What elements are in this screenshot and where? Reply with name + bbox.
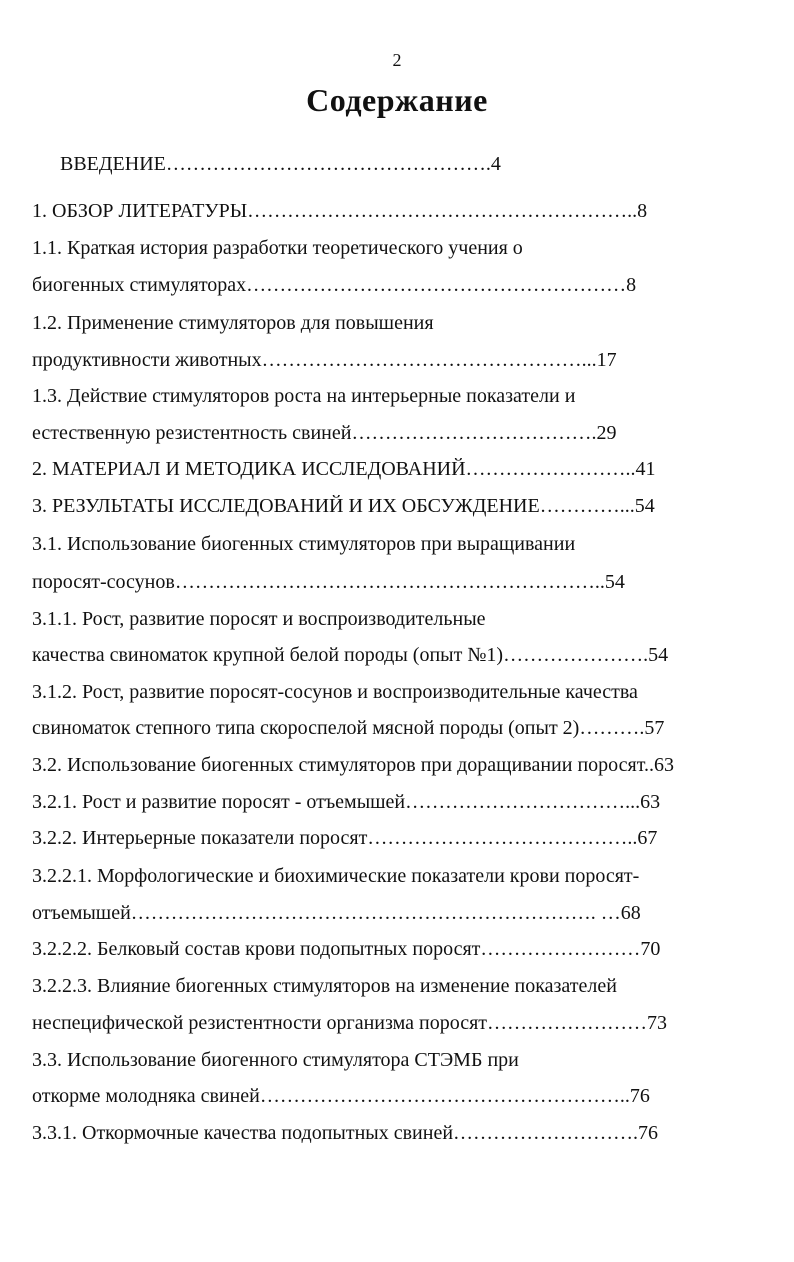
toc-entry-3-3-1: 3.3.1. Откормочные качества подопытных свиней……………………….76 xyxy=(32,1122,659,1144)
page-number: 2 xyxy=(392,50,402,70)
toc-entry-1-2-line2: продуктивности животных…………………………………………...17 xyxy=(32,349,617,371)
toc-entry-introduction: ВВЕДЕНИЕ………………………………………….4 xyxy=(60,153,501,175)
toc-entry-3-3-line1: 3.3. Использование биогенного стимулятора СТЭМБ при xyxy=(32,1049,519,1071)
toc-entry-3-2-2: 3.2.2. Интерьерные показатели поросят…………………………………..67 xyxy=(32,827,658,849)
toc-entry-3-2-1: 3.2.1. Рост и развитие поросят - отъемышей……………………………...63 xyxy=(32,791,661,813)
toc-entry-3-1-2-line2: свиноматок степного типа скороспелой мясной породы (опыт 2)……….57 xyxy=(32,717,665,739)
toc-entry-3-3-line2: откорме молодняка свиней………………………………………………..76 xyxy=(32,1085,650,1107)
toc-entry-1-2-line1: 1.2. Применение стимуляторов для повышения xyxy=(32,312,434,334)
toc-entry-3-2-2-2: 3.2.2.2. Белковый состав крови подопытных поросят……………………70 xyxy=(32,938,661,960)
toc-entry-3-2-2-3-line2: неспецифической резистентности организма поросят……………………73 xyxy=(32,1012,668,1034)
toc-entry-3-1-1-line1: 3.1.1. Рост, развитие поросят и воспроизводительные xyxy=(32,608,486,630)
toc-entry-3-1-1-line2: качества свиноматок крупной белой породы (опыт №1)………………….54 xyxy=(32,644,669,666)
toc-entry-3-2-2-3-line1: 3.2.2.3. Влияние биогенных стимуляторов на изменение показателей xyxy=(32,975,617,997)
page-title: Содержание xyxy=(306,82,488,118)
toc-entry-1-3-line2: естественную резистентность свиней……………………………….29 xyxy=(32,422,617,444)
toc-entry-3-1-line1: 3.1. Использование биогенных стимуляторов при выращивании xyxy=(32,533,576,555)
toc-entry-3: 3. РЕЗУЛЬТАТЫ ИССЛЕДОВАНИЙ И ИХ ОБСУЖДЕНИЕ…………...54 xyxy=(32,495,655,517)
toc-entry-3-1-2-line1: 3.1.2. Рост, развитие поросят-сосунов и воспроизводительные качества xyxy=(32,681,638,703)
toc-entry-1-1-line1: 1.1. Краткая история разработки теоретического учения о xyxy=(32,237,523,259)
toc-entry-3-2: 3.2. Использование биогенных стимуляторов при доращивании поросят..63 xyxy=(32,754,674,776)
toc-entry-3-1-line2: поросят-сосунов………………………………………………………..54 xyxy=(32,571,625,593)
toc-entry-1: 1. ОБЗОР ЛИТЕРАТУРЫ…………………………………………………..8 xyxy=(32,200,648,222)
toc-entry-3-2-2-1-line1: 3.2.2.1. Морфологические и биохимические показатели крови поросят- xyxy=(32,865,640,887)
toc-entry-2: 2. МАТЕРИАЛ И МЕТОДИКА ИССЛЕДОВАНИЙ……………………..41 xyxy=(32,458,656,480)
toc-entry-1-1-line2: биогенных стимуляторах…………………………………………………8 xyxy=(32,274,637,296)
toc-entry-3-2-2-1-line2: отъемышей……………………………………………………………. …68 xyxy=(32,902,641,924)
toc-entry-1-3-line1: 1.3. Действие стимуляторов роста на интерьерные показатели и xyxy=(32,385,576,407)
